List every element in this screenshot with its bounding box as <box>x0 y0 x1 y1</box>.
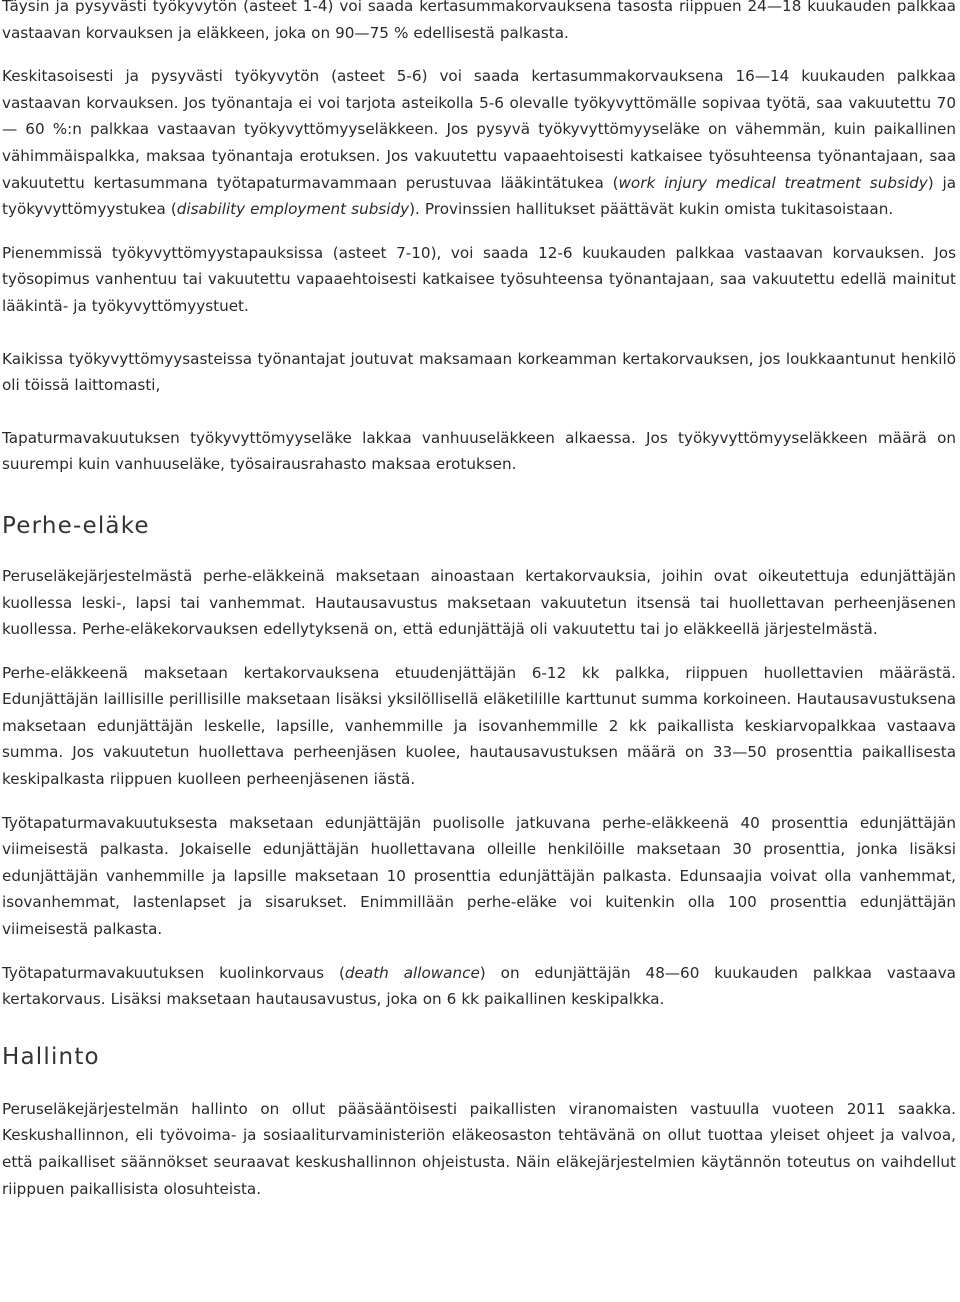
paragraph-text: ) on edunjättäjän 48—60 kuukauden palkkaa vastaava kertakorvaus. Lisäksi maksetaan hautausavustus, joka on 6 kk paikallinen keskipalkka. <box>2 963 956 1009</box>
paragraph-text: Keskitasoisesti ja pysyvästi työkyvytön (asteet 5-6) voi saada kertasummakorvauksena 16—14 kuukauden palkkaa vastaavan korvauksen. Jos työnantaja ei voi tarjota asteikolla 5-6 olevalle työkyvyttömälle sopivaa työtä, saa vakuutettu 70 — 60 %:n palkkaa vastaavan työkyvyttömyyseläkkeen. Jos pysyvä työkyvyttömyyseläke on vähemmän, kuin paikallinen vähimmäispalkka, maksaa työnantaja erotuksen. Jos vakuutettu vapaaehtoisesti katkaisee työsuhteensa työnantajaan, saa vakuutettu kertasummana työtapaturmavammaan perustuvaa lääkintätukea ( <box>2 67 956 192</box>
term-death-allowance: death allowance <box>344 963 480 982</box>
paragraph-medium-disability <box>2 63 956 223</box>
paragraph-text: ) ja työkyvyttömyystukea ( <box>2 173 957 219</box>
paragraph-minor-disability: Pienemmissä työkyvyttömyystapauksissa (asteet 7-10), voi saada 12-6 kuukauden palkkaa vastaavan korvauksen. Jos työsopimus vanhentuu tai vakuutettu vapaaehtoisesti katkaisee työsuhteensa työnantajaan, saa vakuutettu edellä mainitut lääkintä- ja työkyvyttömyystuet. <box>2 243 956 315</box>
paragraph-death-allowance <box>2 960 956 1013</box>
heading-perhe-elake: Perhe-eläke <box>2 512 150 539</box>
heading-hallinto: Hallinto <box>2 1043 100 1070</box>
paragraph-administration: Peruseläkejärjestelmän hallinto on ollut pääsääntöisesti paikallisten viranomaisten vastuulla vuoteen 2011 saakka. Keskushallinnon, eli työvoima- ja sosiaaliturvaministeriön eläkeosaston tehtävänä on ollut tuottaa yleiset ohjeet ja valvoa, että paikalliset säännökset seuraavat keskushallinnon ohjeistusta. Näin eläkejärjestelmien käytännön toteutus on vaihdellut riippuen paikallisista olosuhteista. <box>2 1099 956 1198</box>
paragraph-work-accident-survivor: Työtapaturmavakuutuksesta maksetaan edunjättäjän puolisolle jatkuvana perhe-eläkkeenä 40 prosenttia edunjättäjän viimeisestä palkasta. Jokaiselle edunjättäjän huollettavana olleille henkilöille maksetaan 30 prosenttia, jonka lisäksi edunjättäjän vanhemmille ja lapsille maksetaan 10 prosenttia edunjättäjän palkasta. Edunsaajia voivat olla vanhemmat, isovanhemmat, lastenlapset ja sisarukset. Enimmillään perhe-eläke voi kuitenkin olla 100 prosenttia edunjättäjän viimeisestä palkasta. <box>2 813 956 939</box>
paragraph-total-disability: Täysin ja pysyvästi työkyvytön (asteet 1-4) voi saada kertasummakorvauksena tasosta riippuen 24—18 kuukauden palkkaa vastaavan korvauksen ja eläkkeen, joka on 90—75 % edellisestä palkasta. <box>2 0 956 42</box>
term-disability-employment-subsidy: disability employment subsidy <box>176 200 410 219</box>
paragraph-all-disability-grades: Kaikissa työkyvyttömyysasteissa työnantajat joutuvat maksamaan korkeamman kertakorvauksen, jos loukkaantunut henkilö oli töissä laittomasti, <box>2 349 956 395</box>
paragraph-survivor-lump-sum: Perhe-eläkkeenä maksetaan kertakorvauksena etuudenjättäjän 6-12 kk palkka, riippuen huollettavien määrästä. Edunjättäjän laillisille perillisille maksetaan lisäksi yksilöllisellä eläketilille karttunut summa korkoineen. Hautausavustuksena maksetaan edunjättäjän leskelle, lapsille, vanhemmille ja isovanhemmille 2 kk paikallista keskiarvopalkkaa vastaava summa. Jos vakuutetun huollettava perheenjäsen kuolee, hautausavustuksen määrä on 33—50 prosenttia paikallisesta keskipalkasta riippuen kuolleen perheenjäsenen iästä. <box>2 663 956 789</box>
paragraph-text: ). Provinssien hallitukset päättävät kukin omista tukitasoistaan. <box>409 200 894 219</box>
paragraph-text: Työtapaturmavakuutuksen kuolinkorvaus ( <box>2 963 345 982</box>
paragraph-survivor-basic: Peruseläkejärjestelmästä perhe-eläkkeinä maksetaan ainoastaan kertakorvauksia, joihin ovat oikeutettuja edunjättäjän kuollessa leski-, lapsi tai vanhemmat. Hautausavustus maksetaan vakuutetun itsensä tai huollettavan perheenjäsenen kuollessa. Perhe-eläkekorvauksen edellytyksenä on, että edunjättäjä oli vakuutettu tai jo eläkkeellä järjestelmästä. <box>2 566 956 639</box>
term-work-injury-subsidy: work injury medical treatment subsidy <box>618 173 928 192</box>
paragraph-disability-pension-end: Tapaturmavakuutuksen työkyvyttömyyseläke lakkaa vanhuuseläkkeen alkaessa. Jos työkyvyttömyyseläkkeen määrä on suurempi kuin vanhuuseläke, työsairausrahasto maksaa erotuksen. <box>2 428 956 474</box>
